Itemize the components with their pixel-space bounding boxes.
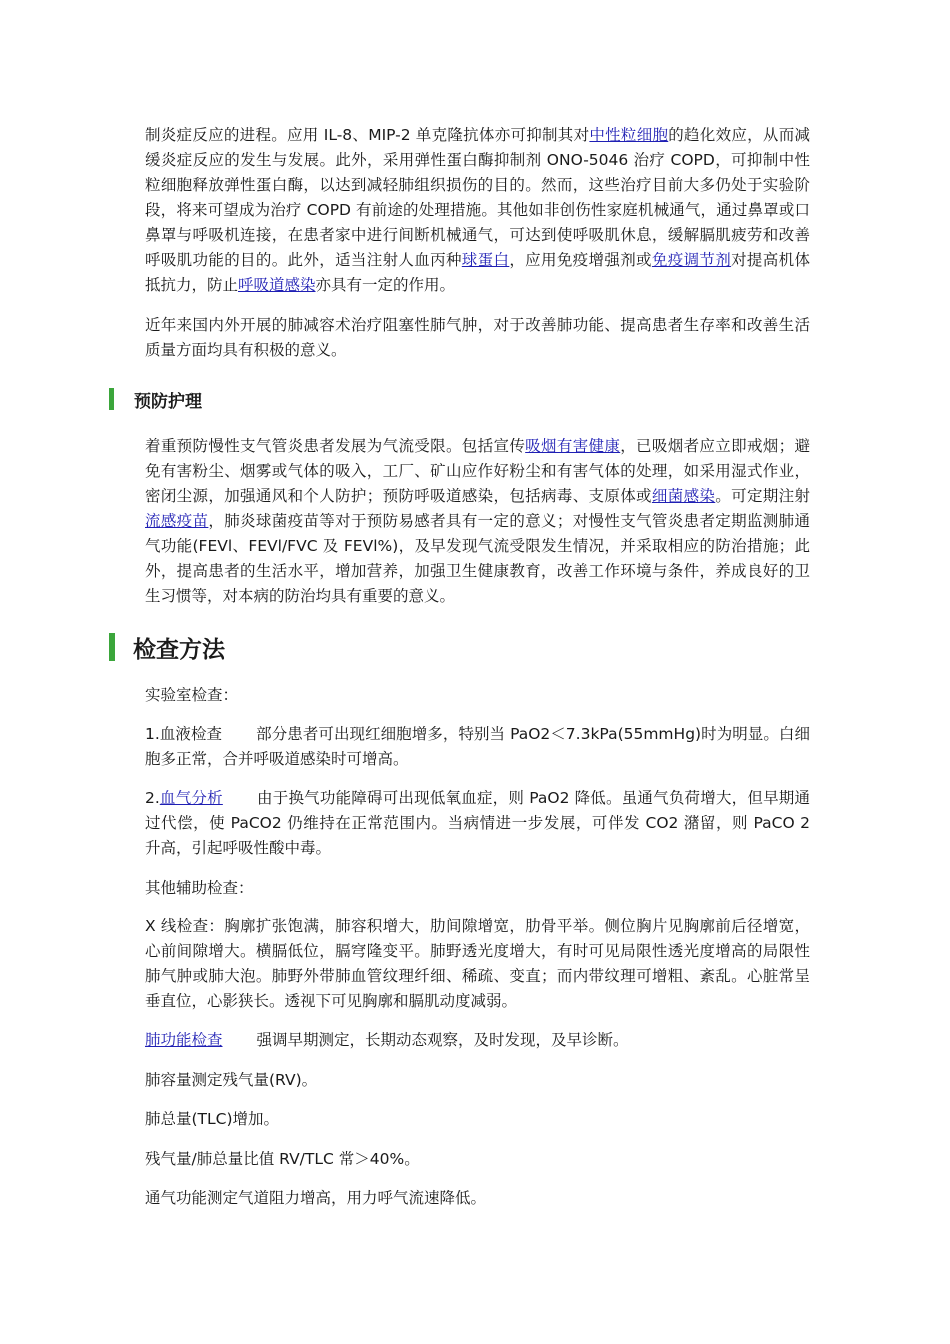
text: 。可定期注射 — [715, 487, 810, 505]
link-lung-function-test[interactable]: 肺功能检查 — [145, 1031, 223, 1049]
text: 对提高机体抵抗力，防止 — [145, 251, 810, 294]
paragraph-text: X 线检查：胸廓扩张饱满，肺容积增大，肋间隙增宽，肋骨平举。侧位胸片见胸廓前后径增宽，心前间隙增大。横膈低位，膈穹隆变平。肺野透光度增大，有时可见局限性透光度增高的局限性肺气肿或肺大泡。肺野外带肺血管纹理纤细、稀疏、变直；而内带纹理可增粗、紊乱。心脏常呈垂直位，心影狭长。透视下可见胸廓和膈肌动度减弱。 — [145, 917, 810, 1010]
paragraph-text: 残气量/肺总量比值 RV/TLC 常＞40%。 — [145, 1150, 420, 1168]
paragraph-text: 实验室检查： — [145, 686, 239, 704]
lung-function-paragraph — [145, 1028, 810, 1053]
text: 的趋化效应，从而减缓炎症反应的发生与发展。此外，采用弹性蛋白酶抑制剂 ONO-5046 治疗 COPD，可抑制中性粒细胞释放弹性蛋白酶，以达到减轻肺组织损伤的目的。然而，这些治疗目前大多仍处于实验阶段，将来可望成为治疗 COPD 有前途的处理措施。其他如非创伤性家庭机械通气，通过鼻罩或口鼻罩与呼吸机连接，在患者家中进行间断机械通气，可达到使呼吸肌休息，缓解膈肌疲劳和改善呼吸肌功能的目的。此外，适当注射人血丙种 — [145, 126, 810, 269]
paragraph-text: 通气功能测定气道阻力增高，用力呼气流速降低。 — [145, 1189, 487, 1207]
link-bacterial-infection[interactable]: 细菌感染 — [651, 487, 716, 505]
text: 由于换气功能障碍可出现低氧血症，则 PaO2 降低。虽通气负荷增大，但早期通过代偿，使 PaCO2 仍维持在正常范围内。当病情进一步发展，可伴发 CO2 潴留，则 PaCO 2 升高，引起呼吸性酸中毒。 — [145, 789, 810, 857]
other-exam-label — [145, 876, 810, 901]
blood-test-paragraph — [145, 722, 810, 772]
blood-test-label: 1.血液检查 — [145, 725, 223, 743]
text: 部分患者可出现红细胞增多，特别当 PaO2＜7.3kPa(55mmHg)时为明显。白细胞多正常，合并呼吸道感染时可增高。 — [145, 725, 810, 768]
ventilation-paragraph — [145, 1186, 810, 1211]
heading-title: 预防护理 — [134, 391, 202, 412]
link-blood-gas-analysis[interactable]: 血气分析 — [159, 789, 223, 807]
text: ，肺炎球菌疫苗等对于预防易感者具有一定的意义；对慢性支气管炎患者定期监测肺通气功能(FEVl、FEVl/FVC 及 FEVl%)，及早发现气流受限发生情况，并采取相应的防治措施；此外，提高患者的生活水平，增加营养，加强卫生健康教育，改善工作环境与条件，养成良好的卫生习惯等，对本病的防治均具有重要的意义。 — [145, 512, 810, 605]
lab-exam-label — [145, 683, 810, 708]
tlc-paragraph — [145, 1107, 810, 1132]
text: ，应用免疫增强剂或 — [509, 251, 652, 269]
treatment-paragraph — [145, 123, 810, 298]
link-globulin[interactable]: 球蛋白 — [461, 251, 510, 269]
link-smoking-harm[interactable]: 吸烟有害健康 — [525, 437, 621, 455]
link-immunomodulator[interactable]: 免疫调节剂 — [651, 251, 732, 269]
heading-accent-bar — [109, 633, 115, 661]
text: 强调早期测定，长期动态观察，及时发现，及早诊断。 — [256, 1031, 629, 1049]
rv-paragraph — [145, 1068, 810, 1093]
paragraph-text: 其他辅助检查： — [145, 879, 254, 897]
text: 着重预防慢性支气管炎患者发展为气流受限。包括宣传 — [145, 437, 526, 455]
link-neutrophil[interactable]: 中性粒细胞 — [589, 126, 669, 144]
heading-accent-bar — [109, 388, 114, 410]
text: 制炎症反应的进程。应用 IL-8、MIP-2 单克隆抗体亦可抑制其对 — [145, 126, 590, 144]
link-respiratory-infection[interactable]: 呼吸道感染 — [238, 276, 316, 294]
section-heading-examination — [109, 630, 225, 664]
text: 2. — [145, 789, 160, 807]
paragraph-text: 肺总量(TLC)增加。 — [145, 1110, 280, 1128]
prevention-paragraph — [145, 434, 810, 609]
link-flu-vaccine[interactable]: 流感疫苗 — [145, 512, 209, 530]
text: 亦具有一定的作用。 — [315, 276, 456, 294]
paragraph-text: 近年来国内外开展的肺减容术治疗阻塞性肺气肿，对于改善肺功能、提高患者生存率和改善生活质量方面均具有积极的意义。 — [145, 316, 810, 359]
lung-volume-reduction-paragraph — [145, 313, 810, 363]
ratio-paragraph — [145, 1147, 810, 1172]
heading-title: 检查方法 — [133, 636, 225, 663]
text: ，已吸烟者应立即戒烟；避免有害粉尘、烟雾或气体的吸入，工厂、矿山应作好粉尘和有害气体的处理，如采用湿式作业，密闭尘源，加强通风和个人防护；预防呼吸道感染，包括病毒、支原体或 — [145, 437, 810, 505]
section-heading-prevention — [109, 386, 202, 412]
xray-paragraph — [145, 914, 810, 1014]
paragraph-text: 肺容量测定残气量(RV)。 — [145, 1071, 318, 1089]
blood-gas-paragraph — [145, 786, 810, 861]
